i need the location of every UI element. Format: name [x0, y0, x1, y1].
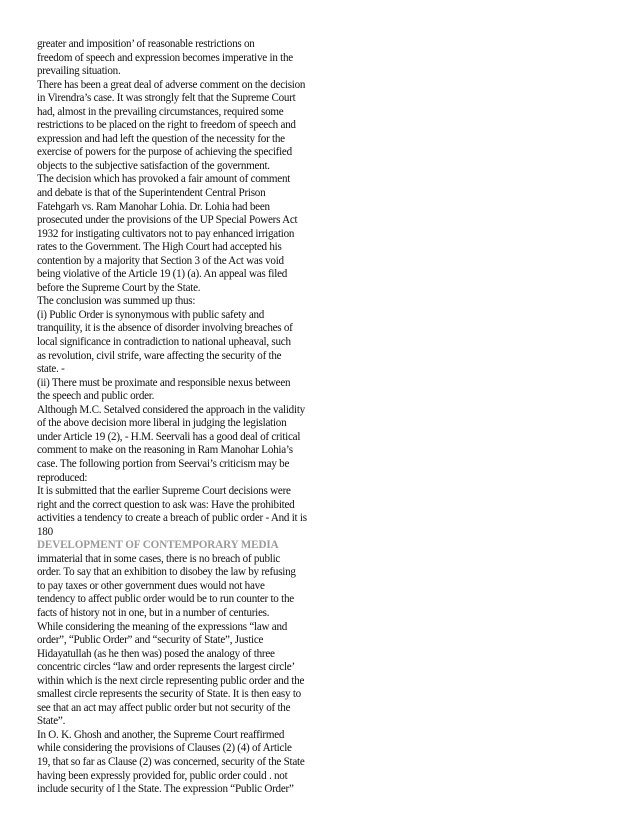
text-line: The decision which has provoked a fair amount of comment: [37, 173, 291, 186]
text-line: There has been a great deal of adverse comment on the decision: [37, 78, 306, 91]
text-line: prevailing situation.: [37, 65, 121, 78]
text-line: The conclusion was summed up thus:: [37, 295, 196, 308]
text-line: greater and imposition’ of reasonable restrictions on: [37, 38, 255, 50]
text-line: while considering the provisions of Clauses (2) (4) of Article: [37, 742, 292, 755]
text-line: 1932 for instigating cultivators not to pay enhanced irrigation: [37, 227, 295, 240]
running-header: DEVELOPMENT OF CONTEMPORARY MEDIA: [37, 539, 279, 552]
text-line: the speech and public order.: [37, 390, 155, 403]
text-line: Although M.C. Setalved considered the approach in the validity: [37, 403, 305, 416]
text-section-after-header: [37, 553, 357, 797]
body-text: [37, 38, 357, 797]
text-line: facts of history not in one, but in a number of centuries.: [37, 606, 270, 619]
text-line: to pay taxes or other government dues would not have: [37, 579, 265, 592]
text-line: local significance in contradiction to national upheaval, such: [37, 336, 291, 349]
text-line: While considering the meaning of the expressions “law and: [37, 620, 288, 633]
text-line: before the Supreme Court by the State.: [37, 281, 201, 294]
text-line: state. -: [37, 363, 65, 376]
text-line: State”.: [37, 715, 66, 728]
text-line: order. To say that an exhibition to disobey the law by refusing: [37, 566, 296, 579]
text-line: within which is the next circle representing public order and the: [37, 674, 305, 687]
text-line: as revolution, civil strife, ware affecting the security of the: [37, 349, 282, 362]
text-line: prosecuted under the provisions of the UP Special Powers Act: [37, 214, 298, 227]
text-line: smallest circle represents the security of State. It is then easy to: [37, 688, 301, 701]
text-line: rates to the Government. The High Court had accepted his: [37, 241, 282, 254]
text-line: In O. K. Ghosh and another, the Supreme Court reaffirmed: [37, 728, 285, 741]
text-line: 180: [37, 525, 53, 538]
text-line: It is submitted that the earlier Supreme Court decisions were: [37, 485, 291, 498]
text-line: contention by a majority that Section 3 of the Act was void: [37, 254, 284, 267]
text-line: having been expressly provided for, public order could . not: [37, 769, 288, 782]
text-line: tranquility, it is the absence of disorder involving breaches of: [37, 322, 293, 335]
text-line: (i) Public Order is synonymous with public safety and: [37, 308, 265, 321]
text-line: in Virendra’s case. It was strongly felt that the Supreme Court: [37, 92, 296, 105]
text-line: of the above decision more liberal in judging the legislation: [37, 417, 287, 430]
text-line: activities a tendency to create a breach of public order - And it is: [37, 512, 307, 525]
text-line: concentric circles “law and order represents the largest circle’: [37, 661, 295, 674]
text-line: and debate is that of the Superintendent Central Prison: [37, 187, 266, 200]
text-line: order”, “Public Order” and “security of State”, Justice: [37, 634, 264, 647]
text-line: exercise of powers for the purpose of achieving the specified: [37, 146, 292, 159]
text-line: see that an act may affect public order but not security of the: [37, 701, 291, 714]
text-line: 19, that so far as Clause (2) was concerned, security of the State: [37, 755, 305, 768]
text-line: comment to make on the reasoning in Ram Manohar Lohia’s: [37, 444, 293, 457]
text-line: (ii) There must be proximate and responsible nexus between: [37, 376, 291, 389]
text-line: case. The following portion from Seervai’s criticism may be: [37, 457, 290, 470]
text-line: reproduced:: [37, 471, 88, 484]
text-line: had, almost in the prevailing circumstances, required some: [37, 105, 284, 118]
text-line: expression and had left the question of the necessity for the: [37, 132, 285, 145]
text-line: being violative of the Article 19 (1) (a). An appeal was filed: [37, 268, 288, 281]
text-section-before-header: [37, 38, 357, 539]
text-line: restrictions to be placed on the right to freedom of speech and: [37, 119, 296, 132]
text-line: include security of l the State. The expression “Public Order”: [37, 783, 294, 796]
text-line: objects to the subjective satisfaction of the government.: [37, 159, 270, 172]
text-line: under Article 19 (2), - H.M. Seervali has a good deal of critical: [37, 430, 301, 443]
text-line: Fatehgarh vs. Ram Manohar Lohia. Dr. Lohia had been: [37, 200, 270, 213]
text-line: tendency to affect public order would be to run counter to the: [37, 593, 294, 606]
text-line: immaterial that in some cases, there is no breach of public: [37, 552, 281, 565]
text-line: right and the correct question to ask was: Have the prohibited: [37, 498, 295, 511]
text-line: Hidayatullah (as he then was) posed the analogy of three: [37, 647, 275, 660]
text-line: freedom of speech and expression becomes imperative in the: [37, 51, 293, 64]
